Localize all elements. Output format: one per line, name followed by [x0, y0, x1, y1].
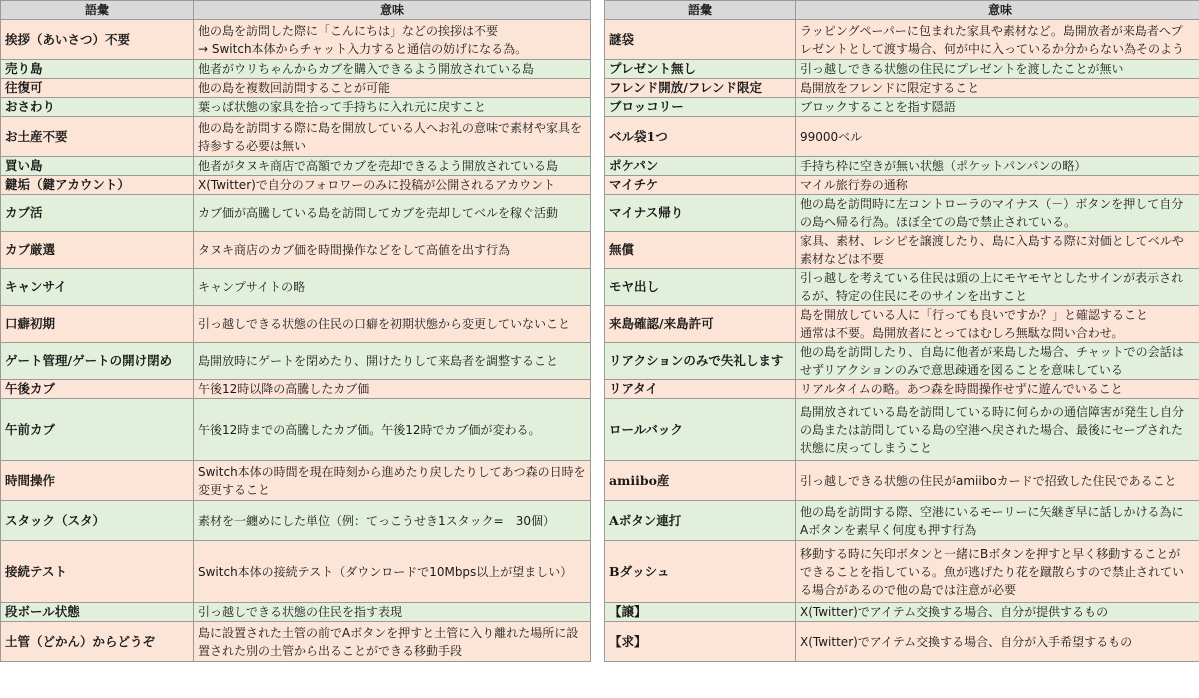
table-row — [605, 195, 1199, 232]
term-cell: 時間操作 — [1, 461, 194, 501]
meaning-cell — [796, 501, 1199, 541]
meaning-line: Aボタンを素早く何度も押す行為 — [800, 522, 977, 537]
meaning-line: マイル旅行券の通称 — [800, 178, 908, 192]
meaning-cell — [194, 176, 591, 195]
meaning-cell — [194, 306, 591, 343]
table-row — [605, 157, 1199, 176]
table-row — [1, 603, 591, 622]
meaning-cell — [194, 501, 591, 541]
meaning-line: の島へ帰る行為。ほぼ全ての島で禁止されている。 — [800, 215, 1077, 229]
table-row — [605, 79, 1199, 98]
meaning-line: るが、特定の住民にそのサインを出すこと — [800, 289, 1028, 303]
meaning-line: の島または訪問している島の空港へ戻された場合、最後にセーブされた — [800, 422, 1183, 437]
meaning-line: 他の島を訪問する際に島を開放している人へお礼の意味で素材や家具を — [198, 120, 583, 135]
meaning-line: X(Twitter)でアイテム交換する場合、自分が提供するもの — [800, 605, 1109, 619]
meaning-line: 状態に戻ってしまうこと — [800, 440, 933, 455]
term-cell: モヤ出し — [605, 269, 796, 306]
meaning-cell — [796, 541, 1199, 603]
meaning-line: 葉っぱ状態の家具を拾って手持ちに入れ元に戻すこと — [198, 100, 487, 114]
meaning-cell — [194, 117, 591, 157]
meaning-line: 他の島を訪問した際に「こんにちは」などの挨拶は不要 — [198, 23, 499, 38]
meaning-line: 持参する必要は無い — [198, 138, 307, 153]
meaning-cell — [796, 269, 1199, 306]
meaning-line: ラッピングペーパーに包まれた家具や素材など。島開放者が来島者へプ — [800, 23, 1183, 38]
term-cell: ブロッコリー — [605, 98, 796, 117]
meaning-cell — [194, 20, 591, 60]
table-row — [1, 98, 591, 117]
table-row — [605, 269, 1199, 306]
term-cell: ゲート管理/ゲートの開け閉め — [1, 343, 194, 380]
table-row — [1, 461, 591, 501]
table-row — [605, 461, 1199, 501]
meaning-line: カブ価が高騰している島を訪問してカブを売却してベルを稼ぐ活動 — [198, 206, 559, 220]
table-row — [605, 622, 1199, 662]
meaning-line: せずリアクションのみで意思疎通を図ることを意味している — [800, 363, 1123, 377]
term-cell: おさわり — [1, 98, 194, 117]
meaning-line: 通常は不要。島開放者にとってはむしろ無駄な問い合わせ。 — [800, 326, 1124, 340]
table-row — [605, 343, 1199, 380]
meaning-line: レゼントとして渡す場合、何が中に入っているか分からない為そのよう — [800, 41, 1185, 56]
term-cell: 買い島 — [1, 157, 194, 176]
table-row — [1, 380, 591, 399]
table-row — [605, 501, 1199, 541]
table-row — [1, 157, 591, 176]
term-cell: スタック（スタ） — [1, 501, 194, 541]
term-cell: マイナス帰り — [605, 195, 796, 232]
term-cell: カブ活 — [1, 195, 194, 232]
table-row — [605, 541, 1199, 603]
meaning-cell — [194, 399, 591, 461]
table-row — [1, 20, 591, 60]
glossary-table-left — [0, 0, 591, 662]
meaning-cell — [796, 195, 1199, 232]
table-header-row — [1, 1, 591, 20]
meaning-line: 家具、素材、レシピを譲渡したり、島に入島する際に対価としてベルや — [800, 234, 1184, 248]
term-cell: リアタイ — [605, 380, 796, 399]
table-row — [1, 60, 591, 79]
meaning-cell — [194, 603, 591, 622]
meaning-cell — [194, 195, 591, 232]
term-cell: 土管（どかん）からどうぞ — [1, 622, 194, 662]
table-row — [1, 195, 591, 232]
meaning-line: 置された別の土管から出ることができる移動手段 — [198, 643, 463, 658]
meaning-cell — [796, 60, 1199, 79]
meaning-line: リアルタイムの略。あつ森を時間操作せずに遊んでいること — [800, 382, 1123, 396]
table-row — [1, 622, 591, 662]
term-cell: ロールバック — [605, 399, 796, 461]
meaning-cell — [796, 157, 1199, 176]
term-cell: 往復可 — [1, 79, 194, 98]
term-cell: 【譲】 — [605, 603, 796, 622]
table-row — [605, 232, 1199, 269]
term-cell: プレゼント無し — [605, 60, 796, 79]
term-cell: 売り島 — [1, 60, 194, 79]
meaning-cell — [194, 232, 591, 269]
term-cell: 鍵垢（鍵アカウント） — [1, 176, 194, 195]
meaning-line: Switch本体の時間を現在時刻から進めたり戻したりしてあつ森の日時を — [198, 464, 586, 479]
meaning-line: X(Twitter)でアイテム交換する場合、自分が入手希望するもの — [800, 634, 1133, 649]
table-row — [605, 380, 1199, 399]
table-row — [1, 117, 591, 157]
term-cell: ポケパン — [605, 157, 796, 176]
meaning-line: 引っ越しを考えている住民は頭の上にモヤモヤとしたサインが表示され — [800, 271, 1184, 285]
meaning-cell — [796, 176, 1199, 195]
meaning-line: る場合があるので他の島では注意が必要 — [800, 582, 1017, 597]
meaning-line: 島開放されている島を訪問している時に何らかの通信障害が発生し自分 — [800, 404, 1185, 419]
term-cell: 謎袋 — [605, 20, 796, 60]
meaning-line: 他の島を複数回訪問することが可能 — [198, 81, 391, 95]
term-cell: お土産不要 — [1, 117, 194, 157]
meaning-cell — [796, 380, 1199, 399]
table-row — [605, 306, 1199, 343]
table-row — [1, 306, 591, 343]
table-row — [1, 541, 591, 603]
table-row — [1, 399, 591, 461]
meaning-line: 変更すること — [198, 482, 271, 497]
meaning-cell — [796, 232, 1199, 269]
meaning-line: 他者がタヌキ商店で高額でカブを売却できるよう開放されている島 — [198, 159, 559, 173]
table-row — [605, 98, 1199, 117]
meaning-line: 他の島を訪問時に左コントローラのマイナス（－）ボタンを押して自分 — [800, 197, 1184, 211]
meaning-line: ブロックすることを指す隠語 — [800, 100, 956, 114]
term-cell: Aボタン連打 — [605, 501, 796, 541]
meaning-line: 島開放時にゲートを閉めたり、開けたりして来島者を調整すること — [198, 354, 559, 368]
glossary-table-right — [604, 0, 1199, 662]
meaning-cell — [194, 79, 591, 98]
term-cell: 午後カブ — [1, 380, 194, 399]
meaning-line: 引っ越しできる状態の住民を指す表現 — [198, 605, 403, 619]
term-cell: 午前カブ — [1, 399, 194, 461]
header-term: 語彙 — [605, 1, 796, 20]
meaning-line: 島に設置された土管の前でAボタンを押すと土管に入り離れた場所に設 — [198, 625, 579, 640]
meaning-cell — [796, 79, 1199, 98]
term-cell: amiibo産 — [605, 461, 796, 501]
meaning-cell — [194, 98, 591, 117]
meaning-line: 島開放をフレンドに限定すること — [800, 81, 980, 95]
meaning-line: 手持ち枠に空きが無い状態（ポケットパンパンの略） — [800, 159, 1087, 173]
term-cell: キャンサイ — [1, 269, 194, 306]
table-row — [605, 60, 1199, 79]
meaning-cell — [796, 622, 1199, 662]
meaning-line: 他の島を訪問する際、空港にいるモーリーに矢継ぎ早に話しかける為に — [800, 504, 1184, 519]
meaning-cell — [194, 157, 591, 176]
table-row — [1, 232, 591, 269]
meaning-cell — [796, 343, 1199, 380]
term-cell: 段ボール状態 — [1, 603, 194, 622]
meaning-cell — [796, 306, 1199, 343]
meaning-cell — [796, 20, 1199, 60]
table-row — [1, 79, 591, 98]
meaning-line: X(Twitter)で自分のフォロワーのみに投稿が公開されるアカウント — [198, 178, 556, 192]
table-header-row — [605, 1, 1199, 20]
meaning-line: 他者がウリちゃんからカブを購入できるよう開放されている島 — [198, 62, 535, 76]
meaning-line: 引っ越しできる状態の住民がamiiboカードで招致した住民であること — [800, 473, 1177, 488]
meaning-cell — [796, 399, 1199, 461]
meaning-line: 移動する時に矢印ボタンと一緒にBボタンを押すと早く移動することが — [800, 546, 1181, 561]
term-cell: 【求】 — [605, 622, 796, 662]
meaning-line: 島を開放している人に「行っても良いですか？」と確認すること — [800, 308, 1149, 322]
meaning-cell — [194, 622, 591, 662]
meaning-cell — [796, 461, 1199, 501]
meaning-cell — [796, 603, 1199, 622]
term-cell: カブ厳選 — [1, 232, 194, 269]
table-row — [605, 117, 1199, 157]
meaning-line: キャンプサイトの略 — [198, 280, 306, 294]
table-row — [1, 501, 591, 541]
meaning-cell — [194, 541, 591, 603]
meaning-line: 素材などは不要 — [800, 252, 885, 266]
meaning-line: 引っ越しできる状態の住民にプレゼントを渡したことが無い — [800, 62, 1124, 76]
term-cell: ベル袋1つ — [605, 117, 796, 157]
term-cell: 来島確認/来島許可 — [605, 306, 796, 343]
meaning-cell — [796, 117, 1199, 157]
term-cell: 接続テスト — [1, 541, 194, 603]
meaning-cell — [194, 60, 591, 79]
meaning-line: 午後12時までの高騰したカブ価。午後12時でカブ価が変わる。 — [198, 422, 541, 437]
term-cell: リアクションのみで失礼します — [605, 343, 796, 380]
meaning-line: → Switch本体からチャット入力すると通信の妨げになる為。 — [198, 41, 528, 56]
term-cell: マイチケ — [605, 176, 796, 195]
term-cell: 無償 — [605, 232, 796, 269]
header-term: 語彙 — [1, 1, 194, 20]
meaning-line: 引っ越しできる状態の住民の口癖を初期状態から変更していないこと — [198, 317, 571, 331]
table-row — [605, 399, 1199, 461]
meaning-cell — [796, 98, 1199, 117]
meaning-cell — [194, 343, 591, 380]
meaning-line: できることを指している。魚が逃げたり花を蹴散らすので禁止されてい — [800, 564, 1185, 579]
meaning-line: タヌキ商店のカブ価を時間操作などをして高値を出す行為 — [198, 243, 511, 257]
header-meaning: 意味 — [796, 1, 1199, 20]
header-meaning: 意味 — [194, 1, 591, 20]
table-row — [1, 176, 591, 195]
term-cell: フレンド開放/フレンド限定 — [605, 79, 796, 98]
meaning-line: 午後12時以降の高騰したカブ価 — [198, 382, 370, 396]
table-row — [605, 176, 1199, 195]
meaning-cell — [194, 380, 591, 399]
meaning-line: Switch本体の接続テスト（ダウンロードで10Mbps以上が望ましい） — [198, 564, 573, 579]
term-cell: 挨拶（あいさつ）不要 — [1, 20, 194, 60]
table-row — [1, 269, 591, 306]
meaning-line: 素材を一纏めにした単位（例：てっこうせき1スタック= 30個） — [198, 513, 555, 528]
meaning-cell — [194, 269, 591, 306]
table-row — [1, 343, 591, 380]
term-cell: Bダッシュ — [605, 541, 796, 603]
table-row — [605, 603, 1199, 622]
table-row — [605, 20, 1199, 60]
term-cell: 口癖初期 — [1, 306, 194, 343]
meaning-line: 他の島を訪問したり、自島に他者が来島した場合、チャットでの会話は — [800, 345, 1184, 359]
meaning-cell — [194, 461, 591, 501]
meaning-line: 99000ベル — [800, 129, 863, 144]
